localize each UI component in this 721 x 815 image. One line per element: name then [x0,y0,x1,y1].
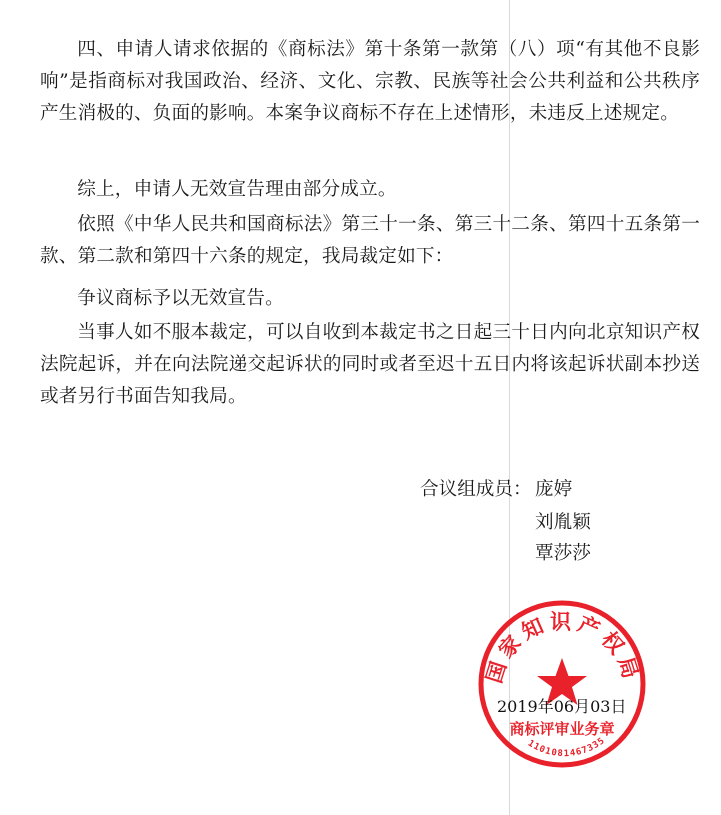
paragraph-legal-basis: 依照《中华人民共和国商标法》第三十一条、第三十二条、第四十五条第一款、第二款和第四十六条的规定，我局裁定如下： [40,214,700,267]
paragraph-conclusion: 综上，申请人无效宣告理由部分成立。 [77,179,397,200]
seal-org-name: 国家知识产权局 [481,609,645,687]
paragraph-ruling: 争议商标予以无效宣告。 [77,288,284,309]
ruling-date: 2019年06月03日 [497,697,627,716]
panel-member-2: 刘胤颖 [535,512,591,533]
panel-member-3: 覃莎莎 [535,543,591,564]
signature-label: 合议组成员： [420,479,532,500]
official-seal-icon [476,598,648,770]
paragraph-appeal-notice: 当事人如不服本裁定，可以自收到本裁定书之日起三十日内向北京知识产权法院起诉，并在向法院递交起诉状的同时或者至迟十五日内将该起诉状副本抄送或者另行书面告知我局。 [40,322,700,407]
paragraph-bad-influence: 四、申请人请求依据的《商标法》第十条第一款第（八）项“有其他不良影响”是指商标对我国政治、经济、文化、宗教、民族等社会公共利益和公共秩序产生消极的、负面的影响。本案争议商标不存在上述情形，未违反上述规定。 [40,39,700,124]
seal-code: 1101081467335 [525,735,608,760]
seal-subtitle: 商标评审业务章 [509,720,615,738]
panel-member-1: 庞婷 [535,479,573,500]
